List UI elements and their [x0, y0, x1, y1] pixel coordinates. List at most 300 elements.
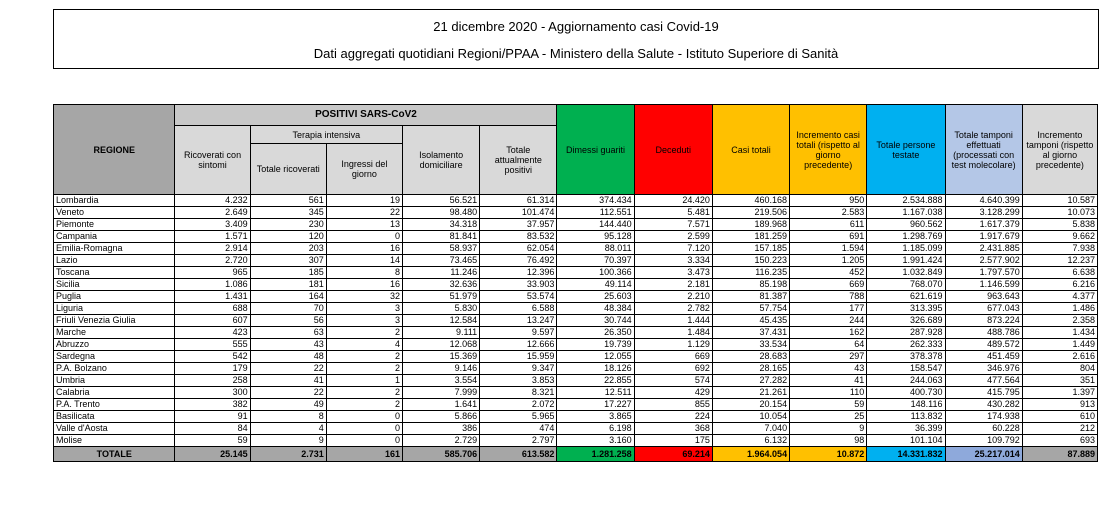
- cell-incremento-tamponi: 2.358: [1022, 315, 1097, 327]
- cell-deceduti: 368: [634, 423, 712, 435]
- cell-tamponi: 1.797.570: [945, 267, 1022, 279]
- cell-incremento-casi: 41: [790, 375, 867, 387]
- cell-casi-totali: 45.435: [712, 315, 789, 327]
- report-title: 21 dicembre 2020 - Aggiornamento casi Covid-19: [433, 19, 719, 34]
- cell-regione: Lazio: [54, 255, 175, 267]
- cell-casi-totali: 28.165: [712, 363, 789, 375]
- cell-tamponi: 430.282: [945, 399, 1022, 411]
- cell-deceduti: 2.210: [634, 291, 712, 303]
- total-deceduti: 69.214: [634, 447, 712, 462]
- cell-tamponi: 489.572: [945, 339, 1022, 351]
- cell-regione: Lombardia: [54, 195, 175, 207]
- cell-ingressi: 2: [326, 399, 402, 411]
- cell-tamponi: 451.459: [945, 351, 1022, 363]
- cell-dimessi: 100.366: [557, 267, 634, 279]
- cell-incremento-tamponi: 610: [1022, 411, 1097, 423]
- cell-casi-totali: 460.168: [712, 195, 789, 207]
- cell-incremento-tamponi: 10.587: [1022, 195, 1097, 207]
- cell-tamponi: 2.431.885: [945, 243, 1022, 255]
- cell-tamponi: 1.917.679: [945, 231, 1022, 243]
- cell-ricoverati: 4.232: [175, 195, 250, 207]
- cell-isolamento: 9.111: [402, 327, 479, 339]
- cell-incremento-casi: 59: [790, 399, 867, 411]
- cell-totale-ricoverati: 49: [250, 399, 326, 411]
- cell-deceduti: 2.782: [634, 303, 712, 315]
- cell-regione: Veneto: [54, 207, 175, 219]
- total-dimessi: 1.281.258: [557, 447, 634, 462]
- cell-incremento-casi: 43: [790, 363, 867, 375]
- cell-incremento-casi: 2.583: [790, 207, 867, 219]
- cell-tamponi: 3.128.299: [945, 207, 1022, 219]
- cell-ricoverati: 1.571: [175, 231, 250, 243]
- cell-deceduti: 3.334: [634, 255, 712, 267]
- cell-regione: Friuli Venezia Giulia: [54, 315, 175, 327]
- cell-incremento-casi: 691: [790, 231, 867, 243]
- cell-ingressi: 2: [326, 363, 402, 375]
- cell-casi-totali: 219.506: [712, 207, 789, 219]
- cell-ingressi: 3: [326, 315, 402, 327]
- table-row: [54, 327, 1098, 339]
- cell-tamponi: 1.617.379: [945, 219, 1022, 231]
- cell-casi-totali: 81.387: [712, 291, 789, 303]
- cell-incremento-casi: 162: [790, 327, 867, 339]
- cell-casi-totali: 27.282: [712, 375, 789, 387]
- header-terapia-intensiva: Terapia intensiva: [250, 126, 402, 144]
- cell-incremento-casi: 244: [790, 315, 867, 327]
- header-ricoverati: Ricoverati con sintomi: [175, 126, 250, 195]
- cell-persone-testate: 36.399: [867, 423, 945, 435]
- cell-ingressi: 2: [326, 387, 402, 399]
- cell-casi-totali: 85.198: [712, 279, 789, 291]
- header-ingressi: Ingressi del giorno: [326, 144, 402, 195]
- cell-totale-ricoverati: 203: [250, 243, 326, 255]
- cell-isolamento: 3.554: [402, 375, 479, 387]
- cell-ricoverati: 258: [175, 375, 250, 387]
- cell-tamponi: 415.795: [945, 387, 1022, 399]
- cell-persone-testate: 1.298.769: [867, 231, 945, 243]
- cell-persone-testate: 1.032.849: [867, 267, 945, 279]
- cell-casi-totali: 157.185: [712, 243, 789, 255]
- cell-casi-totali: 6.132: [712, 435, 789, 447]
- cell-ingressi: 14: [326, 255, 402, 267]
- cell-regione: Sardegna: [54, 351, 175, 363]
- cell-totale-ricoverati: 9: [250, 435, 326, 447]
- cell-deceduti: 3.473: [634, 267, 712, 279]
- cell-isolamento: 56.521: [402, 195, 479, 207]
- cell-casi-totali: 21.261: [712, 387, 789, 399]
- cell-persone-testate: 1.167.038: [867, 207, 945, 219]
- cell-ricoverati: 300: [175, 387, 250, 399]
- cell-isolamento: 58.937: [402, 243, 479, 255]
- table-row: [54, 363, 1098, 375]
- cell-dimessi: 3.160: [557, 435, 634, 447]
- cell-incremento-casi: 177: [790, 303, 867, 315]
- cell-ingressi: 0: [326, 231, 402, 243]
- cell-totale-positivi: 2.072: [480, 399, 557, 411]
- cell-ricoverati: 423: [175, 327, 250, 339]
- cell-totale-ricoverati: 70: [250, 303, 326, 315]
- cell-incremento-casi: 110: [790, 387, 867, 399]
- cell-totale-positivi: 53.574: [480, 291, 557, 303]
- cell-totale-positivi: 474: [480, 423, 557, 435]
- table-row: [54, 231, 1098, 243]
- cell-ingressi: 0: [326, 435, 402, 447]
- cell-totale-ricoverati: 345: [250, 207, 326, 219]
- cell-totale-positivi: 12.666: [480, 339, 557, 351]
- cell-ricoverati: 59: [175, 435, 250, 447]
- cell-incremento-casi: 611: [790, 219, 867, 231]
- cell-isolamento: 12.584: [402, 315, 479, 327]
- cell-incremento-tamponi: 212: [1022, 423, 1097, 435]
- total-casi-totali: 1.964.054: [712, 447, 789, 462]
- cell-dimessi: 6.198: [557, 423, 634, 435]
- cell-incremento-tamponi: 693: [1022, 435, 1097, 447]
- cell-deceduti: 24.420: [634, 195, 712, 207]
- cell-dimessi: 3.865: [557, 411, 634, 423]
- cell-incremento-tamponi: 6.216: [1022, 279, 1097, 291]
- cell-tamponi: 346.976: [945, 363, 1022, 375]
- total-row: [54, 447, 1098, 462]
- cell-ricoverati: 84: [175, 423, 250, 435]
- cell-persone-testate: 1.991.424: [867, 255, 945, 267]
- header-persone-testate: Totale persone testate: [867, 105, 945, 195]
- cell-regione: Molise: [54, 435, 175, 447]
- cell-dimessi: 22.855: [557, 375, 634, 387]
- cell-totale-positivi: 2.797: [480, 435, 557, 447]
- cell-regione: Calabria: [54, 387, 175, 399]
- cell-totale-positivi: 8.321: [480, 387, 557, 399]
- cell-incremento-tamponi: 5.838: [1022, 219, 1097, 231]
- table-row: [54, 339, 1098, 351]
- cell-isolamento: 81.841: [402, 231, 479, 243]
- cell-casi-totali: 20.154: [712, 399, 789, 411]
- cell-totale-ricoverati: 185: [250, 267, 326, 279]
- header-totale-ricoverati: Totale ricoverati: [250, 144, 326, 195]
- cell-totale-ricoverati: 22: [250, 363, 326, 375]
- cell-dimessi: 12.055: [557, 351, 634, 363]
- cell-persone-testate: 1.185.099: [867, 243, 945, 255]
- cell-isolamento: 12.068: [402, 339, 479, 351]
- cell-totale-ricoverati: 63: [250, 327, 326, 339]
- cell-casi-totali: 57.754: [712, 303, 789, 315]
- cell-ricoverati: 2.649: [175, 207, 250, 219]
- cell-incremento-casi: 1.205: [790, 255, 867, 267]
- cell-persone-testate: 313.395: [867, 303, 945, 315]
- cell-totale-positivi: 33.903: [480, 279, 557, 291]
- cell-isolamento: 386: [402, 423, 479, 435]
- table-row: [54, 243, 1098, 255]
- table-row: [54, 411, 1098, 423]
- cell-totale-positivi: 83.532: [480, 231, 557, 243]
- total-persone-testate: 14.331.832: [867, 447, 945, 462]
- cell-deceduti: 175: [634, 435, 712, 447]
- cell-tamponi: 1.146.599: [945, 279, 1022, 291]
- cell-ingressi: 19: [326, 195, 402, 207]
- cell-persone-testate: 2.534.888: [867, 195, 945, 207]
- cell-incremento-casi: 452: [790, 267, 867, 279]
- cell-ingressi: 8: [326, 267, 402, 279]
- cell-totale-ricoverati: 561: [250, 195, 326, 207]
- cell-dimessi: 49.114: [557, 279, 634, 291]
- cell-tamponi: 477.564: [945, 375, 1022, 387]
- cell-regione: P.A. Bolzano: [54, 363, 175, 375]
- cell-totale-positivi: 101.474: [480, 207, 557, 219]
- cell-tamponi: 677.043: [945, 303, 1022, 315]
- cell-regione: Campania: [54, 231, 175, 243]
- cell-persone-testate: 262.333: [867, 339, 945, 351]
- cell-isolamento: 7.999: [402, 387, 479, 399]
- cell-totale-positivi: 76.492: [480, 255, 557, 267]
- cell-incremento-tamponi: 804: [1022, 363, 1097, 375]
- total-tamponi: 25.217.014: [945, 447, 1022, 462]
- cell-ingressi: 2: [326, 351, 402, 363]
- cell-tamponi: 4.640.399: [945, 195, 1022, 207]
- cell-casi-totali: 7.040: [712, 423, 789, 435]
- total-incremento-casi: 10.872: [790, 447, 867, 462]
- table-row: [54, 399, 1098, 411]
- cell-ricoverati: 1.086: [175, 279, 250, 291]
- cell-persone-testate: 244.063: [867, 375, 945, 387]
- cell-casi-totali: 10.054: [712, 411, 789, 423]
- total-isolamento: 585.706: [402, 447, 479, 462]
- cell-incremento-tamponi: 12.237: [1022, 255, 1097, 267]
- cell-casi-totali: 116.235: [712, 267, 789, 279]
- cell-regione: Basilicata: [54, 411, 175, 423]
- cell-isolamento: 11.246: [402, 267, 479, 279]
- cell-totale-positivi: 9.347: [480, 363, 557, 375]
- table-row: [54, 423, 1098, 435]
- cell-totale-positivi: 6.588: [480, 303, 557, 315]
- cell-incremento-casi: 98: [790, 435, 867, 447]
- cell-totale-positivi: 37.957: [480, 219, 557, 231]
- cell-casi-totali: 181.259: [712, 231, 789, 243]
- cell-deceduti: 692: [634, 363, 712, 375]
- cell-ricoverati: 3.409: [175, 219, 250, 231]
- cell-tamponi: 109.792: [945, 435, 1022, 447]
- cell-totale-positivi: 5.965: [480, 411, 557, 423]
- cell-persone-testate: 378.378: [867, 351, 945, 363]
- cell-casi-totali: 28.683: [712, 351, 789, 363]
- cell-totale-ricoverati: 48: [250, 351, 326, 363]
- cell-ingressi: 0: [326, 411, 402, 423]
- cell-incremento-tamponi: 1.397: [1022, 387, 1097, 399]
- cell-tamponi: 873.224: [945, 315, 1022, 327]
- cell-ricoverati: 2.914: [175, 243, 250, 255]
- header-positivi: POSITIVI SARS-CoV2: [175, 105, 557, 126]
- header-deceduti: Deceduti: [634, 105, 712, 195]
- cell-ingressi: 4: [326, 339, 402, 351]
- cell-totale-positivi: 62.054: [480, 243, 557, 255]
- cell-totale-ricoverati: 230: [250, 219, 326, 231]
- cell-totale-ricoverati: 181: [250, 279, 326, 291]
- cell-casi-totali: 37.431: [712, 327, 789, 339]
- total-totale-positivi: 613.582: [480, 447, 557, 462]
- cell-ricoverati: 1.431: [175, 291, 250, 303]
- cell-ricoverati: 179: [175, 363, 250, 375]
- cell-dimessi: 18.126: [557, 363, 634, 375]
- cell-dimessi: 112.551: [557, 207, 634, 219]
- total-totale-ricoverati: 2.731: [250, 447, 326, 462]
- cell-persone-testate: 621.619: [867, 291, 945, 303]
- cell-incremento-casi: 25: [790, 411, 867, 423]
- cell-incremento-tamponi: 7.938: [1022, 243, 1097, 255]
- cell-incremento-tamponi: 351: [1022, 375, 1097, 387]
- cell-persone-testate: 158.547: [867, 363, 945, 375]
- cell-persone-testate: 400.730: [867, 387, 945, 399]
- cell-deceduti: 1.484: [634, 327, 712, 339]
- cell-ricoverati: 382: [175, 399, 250, 411]
- table-row: [54, 219, 1098, 231]
- cell-totale-positivi: 12.396: [480, 267, 557, 279]
- table-row: [54, 279, 1098, 291]
- cell-regione: Abruzzo: [54, 339, 175, 351]
- cell-totale-ricoverati: 307: [250, 255, 326, 267]
- cell-totale-positivi: 13.247: [480, 315, 557, 327]
- cell-totale-positivi: 15.959: [480, 351, 557, 363]
- report-subtitle: Dati aggregati quotidiani Regioni/PPAA - Ministero della Salute - Istituto Superiore di Sanità: [313, 46, 839, 61]
- cell-deceduti: 855: [634, 399, 712, 411]
- cell-deceduti: 429: [634, 387, 712, 399]
- cell-totale-ricoverati: 120: [250, 231, 326, 243]
- cell-casi-totali: 150.223: [712, 255, 789, 267]
- table-row: [54, 255, 1098, 267]
- cell-isolamento: 9.146: [402, 363, 479, 375]
- cell-totale-ricoverati: 56: [250, 315, 326, 327]
- cell-incremento-casi: 9: [790, 423, 867, 435]
- header-isolamento: Isolamento domiciliare: [402, 126, 479, 195]
- cell-totale-ricoverati: 164: [250, 291, 326, 303]
- cell-totale-ricoverati: 22: [250, 387, 326, 399]
- cell-regione: P.A. Trento: [54, 399, 175, 411]
- cell-dimessi: 17.227: [557, 399, 634, 411]
- cell-casi-totali: 189.968: [712, 219, 789, 231]
- cell-regione: Marche: [54, 327, 175, 339]
- header-casi-totali: Casi totali: [712, 105, 789, 195]
- cell-incremento-tamponi: 1.449: [1022, 339, 1097, 351]
- cell-dimessi: 30.744: [557, 315, 634, 327]
- cell-ingressi: 2: [326, 327, 402, 339]
- table-row: [54, 315, 1098, 327]
- cell-persone-testate: 960.562: [867, 219, 945, 231]
- cell-incremento-tamponi: 10.073: [1022, 207, 1097, 219]
- cell-totale-positivi: 9.597: [480, 327, 557, 339]
- cell-dimessi: 25.603: [557, 291, 634, 303]
- cell-tamponi: 2.577.902: [945, 255, 1022, 267]
- table-row: [54, 207, 1098, 219]
- cell-incremento-casi: 950: [790, 195, 867, 207]
- total-ricoverati: 25.145: [175, 447, 250, 462]
- total-ingressi: 161: [326, 447, 402, 462]
- cell-isolamento: 1.641: [402, 399, 479, 411]
- cell-ricoverati: 542: [175, 351, 250, 363]
- cell-isolamento: 15.369: [402, 351, 479, 363]
- cell-incremento-casi: 64: [790, 339, 867, 351]
- cell-tamponi: 488.786: [945, 327, 1022, 339]
- cell-deceduti: 669: [634, 351, 712, 363]
- cell-incremento-tamponi: 2.616: [1022, 351, 1097, 363]
- cell-totale-positivi: 3.853: [480, 375, 557, 387]
- cell-tamponi: 174.938: [945, 411, 1022, 423]
- header-totale-positivi: Totale attualmente positivi: [480, 126, 557, 195]
- cell-incremento-casi: 297: [790, 351, 867, 363]
- cell-dimessi: 26.350: [557, 327, 634, 339]
- cell-deceduti: 1.444: [634, 315, 712, 327]
- cell-deceduti: 5.481: [634, 207, 712, 219]
- cell-isolamento: 2.729: [402, 435, 479, 447]
- cell-dimessi: 95.128: [557, 231, 634, 243]
- cell-dimessi: 19.739: [557, 339, 634, 351]
- cell-tamponi: 60.228: [945, 423, 1022, 435]
- cell-ingressi: 13: [326, 219, 402, 231]
- cell-deceduti: 7.571: [634, 219, 712, 231]
- cell-totale-ricoverati: 41: [250, 375, 326, 387]
- header-tamponi: Totale tamponi effettuati (processati con test molecolare): [945, 105, 1022, 195]
- cell-totale-ricoverati: 4: [250, 423, 326, 435]
- cell-tamponi: 963.643: [945, 291, 1022, 303]
- cell-ingressi: 16: [326, 243, 402, 255]
- table-row: [54, 291, 1098, 303]
- cell-ingressi: 0: [326, 423, 402, 435]
- cell-persone-testate: 768.070: [867, 279, 945, 291]
- cell-regione: Sicilia: [54, 279, 175, 291]
- table-row: [54, 351, 1098, 363]
- cell-persone-testate: 101.104: [867, 435, 945, 447]
- cell-isolamento: 5.830: [402, 303, 479, 315]
- cell-isolamento: 34.318: [402, 219, 479, 231]
- table-row: [54, 267, 1098, 279]
- cell-ingressi: 22: [326, 207, 402, 219]
- cell-deceduti: 224: [634, 411, 712, 423]
- cell-deceduti: 7.120: [634, 243, 712, 255]
- cell-dimessi: 70.397: [557, 255, 634, 267]
- cell-ingressi: 1: [326, 375, 402, 387]
- cell-incremento-tamponi: 1.486: [1022, 303, 1097, 315]
- cell-incremento-tamponi: 6.638: [1022, 267, 1097, 279]
- cell-ricoverati: 555: [175, 339, 250, 351]
- cell-ricoverati: 965: [175, 267, 250, 279]
- covid-data-table: [53, 104, 1098, 462]
- cell-regione: Piemonte: [54, 219, 175, 231]
- cell-isolamento: 51.979: [402, 291, 479, 303]
- cell-deceduti: 1.129: [634, 339, 712, 351]
- cell-dimessi: 374.434: [557, 195, 634, 207]
- cell-incremento-casi: 1.594: [790, 243, 867, 255]
- table-row: [54, 195, 1098, 207]
- cell-incremento-tamponi: 913: [1022, 399, 1097, 411]
- header-incremento-casi: Incremento casi totali (rispetto al giorno precedente): [790, 105, 867, 195]
- cell-deceduti: 2.181: [634, 279, 712, 291]
- cell-incremento-tamponi: 9.662: [1022, 231, 1097, 243]
- cell-dimessi: 12.511: [557, 387, 634, 399]
- cell-incremento-casi: 669: [790, 279, 867, 291]
- header-regione: REGIONE: [54, 105, 175, 195]
- cell-ricoverati: 607: [175, 315, 250, 327]
- cell-dimessi: 144.440: [557, 219, 634, 231]
- cell-regione: Umbria: [54, 375, 175, 387]
- cell-isolamento: 98.480: [402, 207, 479, 219]
- title-box: [53, 9, 1099, 69]
- cell-dimessi: 48.384: [557, 303, 634, 315]
- cell-ingressi: 16: [326, 279, 402, 291]
- table-row: [54, 435, 1098, 447]
- cell-incremento-casi: 788: [790, 291, 867, 303]
- cell-persone-testate: 326.689: [867, 315, 945, 327]
- table-row: [54, 387, 1098, 399]
- cell-isolamento: 5.866: [402, 411, 479, 423]
- cell-regione: Toscana: [54, 267, 175, 279]
- cell-ricoverati: 688: [175, 303, 250, 315]
- cell-regione: Emilia-Romagna: [54, 243, 175, 255]
